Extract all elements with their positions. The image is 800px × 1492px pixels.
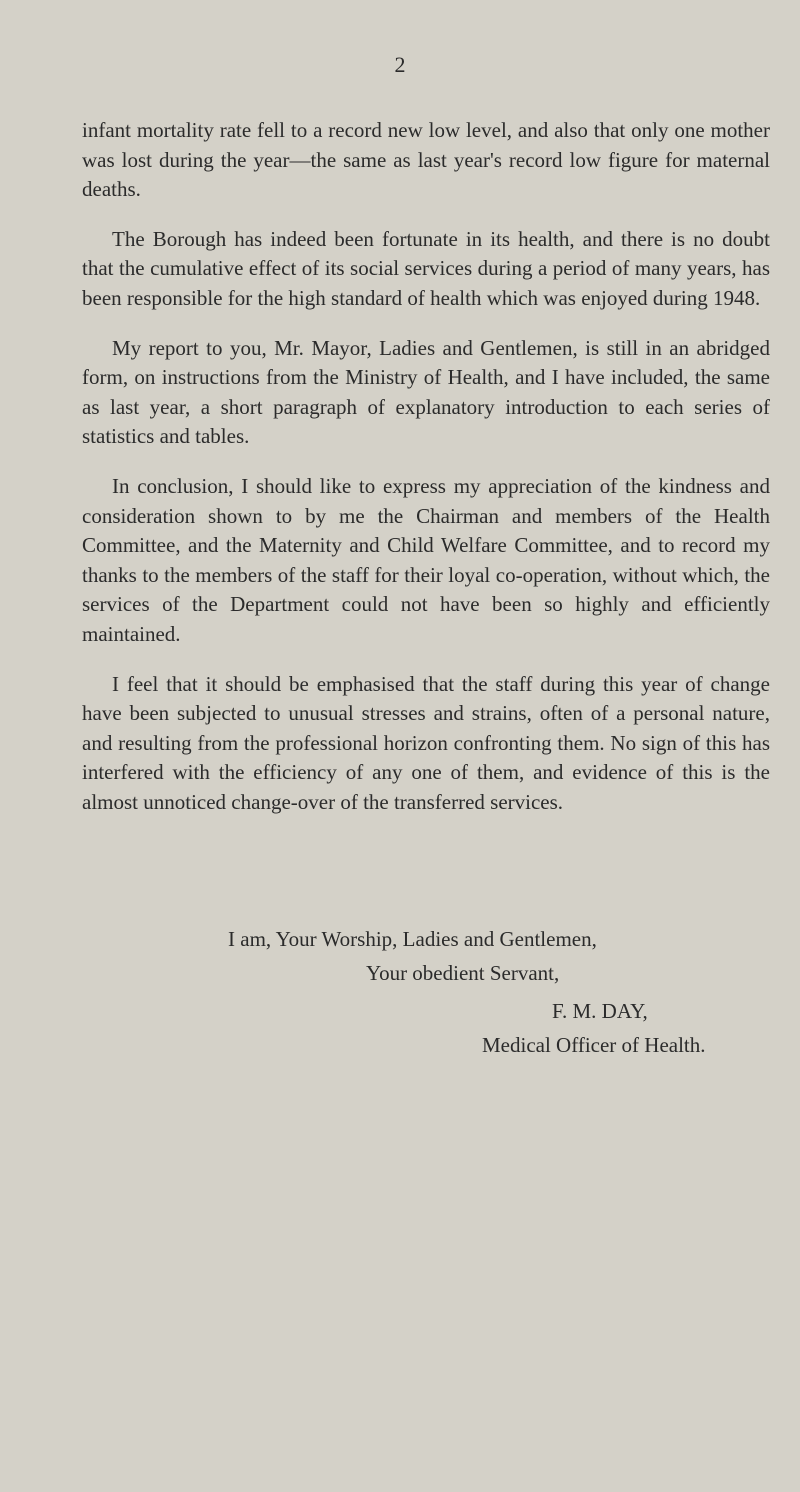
signatory-title: Medical Officer of Health. bbox=[482, 1033, 706, 1057]
page-number: 2 bbox=[394, 52, 406, 77]
paragraph-staff-stresses: I feel that it should be emphasised that the staff during this year of change have been subjected to unusual stresses and strains, often of a personal nature, and resulting from the professional horizon confronting them. No sign of this has interfered with the efficiency of any one of them, and evidence of this is the almost unnoticed change-over of the transferred services. bbox=[82, 671, 770, 814]
report-body bbox=[82, 116, 770, 837]
paragraph-borough-health: The Borough has indeed been fortunate in its health, and there is no doubt that the cumulative effect of its social services during a period of many years, has been responsible for the high standard of health which was enjoyed during 1948. bbox=[82, 226, 770, 310]
paragraph-conclusion: In conclusion, I should like to express my appreciation of the kindness and consideration shown to by me the Chairman and members of the Health Committee, and the Maternity and Child Welfare Committee, and to record my thanks to the members of the staff for their loyal co-operation, without which, the services of the Department could not have been so highly and efficiently maintained. bbox=[82, 473, 770, 646]
closing-valediction: Your obedient Servant, bbox=[366, 961, 560, 985]
paragraph-report-form: My report to you, Mr. Mayor, Ladies and Gentlemen, is still in an abridged form, on instructions from the Ministry of Health, and I have included, the same as last year, a short paragraph of explanatory introduction to each series of statistics and tables. bbox=[82, 335, 770, 449]
paragraph-continuation: infant mortality rate fell to a record new low level, and also that only one mother was lost during the year—the same as last year's record low figure for maternal deaths. bbox=[82, 118, 770, 202]
signatory-name: F. M. DAY, bbox=[552, 999, 648, 1023]
closing-salutation: I am, Your Worship, Ladies and Gentlemen, bbox=[228, 927, 597, 951]
